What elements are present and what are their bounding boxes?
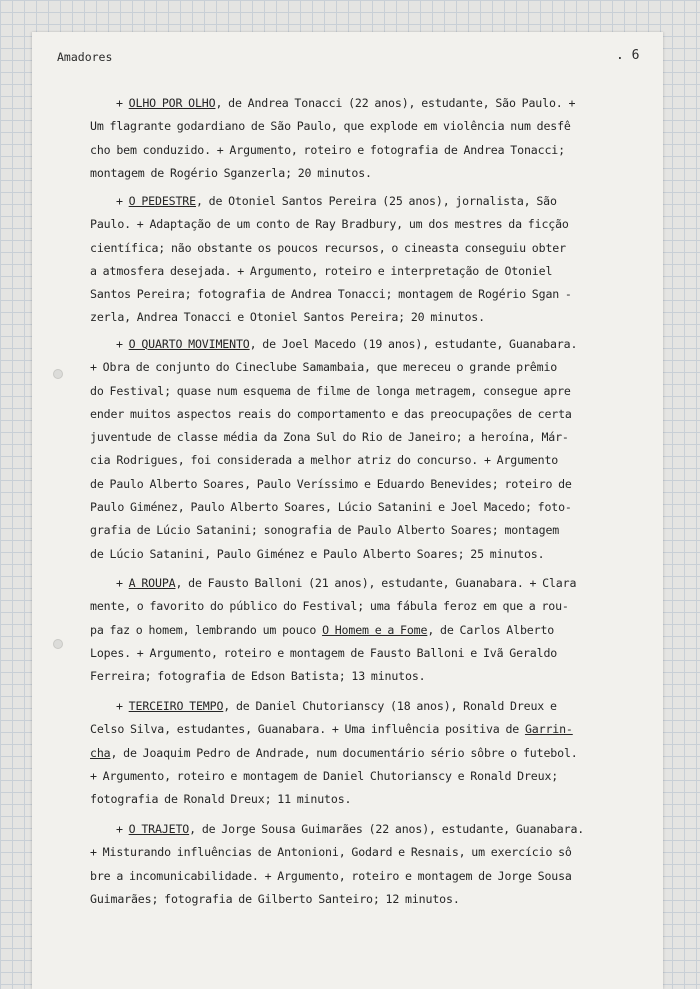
- entry-line: de Lúcio Satanini, Paulo Giménez e Paulo Alberto Soares; 25 minutos.: [90, 546, 545, 561]
- entry-line: cia Rodrigues, foi considerada a melhor atriz do concurso. + Argumento: [90, 453, 559, 468]
- entry-first-line: + TERCEIRO TEMPO, de Daniel Chutorianscy (18 anos), Ronald Dreux e: [116, 699, 557, 713]
- film-title: O QUARTO MOVIMENTO: [128, 337, 250, 351]
- film-title: O PEDESTRE: [128, 194, 196, 208]
- referenced-film-title: O Homem e a Fome: [322, 622, 428, 637]
- entry-line: Ferreira; fotografia de Edson Batista; 13 minutos.: [90, 669, 426, 684]
- film-entry: [90, 333, 660, 566]
- entry-first-line: + A ROUPA, de Fausto Balloni (21 anos), estudante, Guanabara. + Clara: [116, 576, 577, 590]
- entry-line: Um flagrante godardiano de São Paulo, que explode em violência num desfê: [90, 119, 571, 134]
- entry-line: a atmosfera desejada. + Argumento, roteiro e interpretação de Otoniel: [90, 263, 553, 278]
- film-title: OLHO POR OLHO: [128, 96, 216, 110]
- entry-first-line: + O TRAJETO, de Jorge Sousa Guimarães (22 anos), estudante, Guanabara.: [116, 822, 585, 836]
- entry-line: ender muitos aspectos reais do comportamento e das preocupações de certa: [90, 406, 572, 421]
- entry-line: cho bem conduzido. + Argumento, roteiro e fotografia de Andrea Tonacci;: [90, 142, 565, 157]
- referenced-film-title-cont: cha: [90, 745, 111, 760]
- film-entry: [90, 190, 660, 330]
- entry-line: Lopes. + Argumento, roteiro e montagem de Fausto Balloni e Ivã Geraldo: [90, 645, 558, 660]
- entry-line: mente, o favorito do público do Festival; uma fábula feroz em que a rou-: [90, 599, 569, 614]
- entry-line: zerla, Andrea Tonacci e Otoniel Santos Pereira; 20 minutos.: [90, 310, 485, 325]
- entry-line: de Paulo Alberto Soares, Paulo Veríssimo e Eduardo Benevides; roteiro de: [90, 476, 572, 491]
- entry-line: pa faz o homem, lembrando um pouco O Homem e a Fome, de Carlos Alberto: [90, 622, 555, 637]
- film-entry: [90, 572, 660, 688]
- film-entry: [90, 92, 660, 185]
- entry-first-line: + O PEDESTRE, de Otoniel Santos Pereira (25 anos), jornalista, São: [116, 194, 557, 208]
- entry-line: científica; não obstante os poucos recursos, o cineasta conseguiu obter: [90, 240, 566, 255]
- entry-line: Paulo. + Adaptação de um conto de Ray Bradbury, um dos mestres da ficção: [90, 217, 569, 232]
- film-title: A ROUPA: [128, 576, 176, 590]
- referenced-film-title: Garrin-: [524, 722, 573, 737]
- page-number: . 6: [616, 48, 640, 63]
- film-title: TERCEIRO TEMPO: [128, 699, 224, 713]
- page-header-title: Amadores: [57, 50, 113, 64]
- entry-line: Celso Silva, estudantes, Guanabara. + Uma influência positiva de Garrin-: [90, 722, 573, 737]
- entry-line: cha, de Joaquim Pedro de Andrade, num documentário sério sôbre o futebol.: [90, 745, 578, 760]
- film-title: O TRAJETO: [128, 822, 190, 836]
- entry-line: fotografia de Ronald Dreux; 11 minutos.: [90, 792, 352, 807]
- entry-line: bre a incomunicabilidade. + Argumento, roteiro e montagem de Jorge Sousa: [90, 868, 572, 883]
- entry-line: + Misturando influências de Antonioni, Godard e Resnais, um exercício sô: [90, 845, 572, 860]
- entry-line: Santos Pereira; fotografia de Andrea Tonacci; montagem de Rogério Sgan -: [90, 287, 572, 302]
- entry-line: montagem de Rogério Sganzerla; 20 minutos.: [90, 165, 372, 180]
- film-entry: [90, 818, 660, 911]
- entry-line: do Festival; quase num esquema de filme de longa metragem, consegue apre: [90, 383, 571, 398]
- entry-line: Guimarães; fotografia de Gilberto Santeiro; 12 minutos.: [90, 891, 460, 906]
- entry-first-line: + OLHO POR OLHO, de Andrea Tonacci (22 anos), estudante, São Paulo. +: [116, 96, 576, 110]
- entry-line: grafia de Lúcio Satanini; sonografia de Paulo Alberto Soares; montagem: [90, 523, 560, 538]
- entry-first-line: + O QUARTO MOVIMENTO, de Joel Macedo (19 anos), estudante, Guanabara.: [116, 337, 578, 351]
- film-entry: [90, 695, 660, 811]
- entry-line: + Argumento, roteiro e montagem de Daniel Chutorianscy e Ronald Dreux;: [90, 768, 559, 783]
- punch-hole: [53, 639, 63, 649]
- entry-line: + Obra de conjunto do Cineclube Samambaia, que mereceu o grande prêmio: [90, 360, 558, 375]
- entry-line: Paulo Giménez, Paulo Alberto Soares, Lúcio Satanini e Joel Macedo; foto-: [90, 500, 572, 515]
- punch-hole: [53, 369, 63, 379]
- entry-line: juventude de classe média da Zona Sul do Rio de Janeiro; a heroína, Már-: [90, 430, 569, 445]
